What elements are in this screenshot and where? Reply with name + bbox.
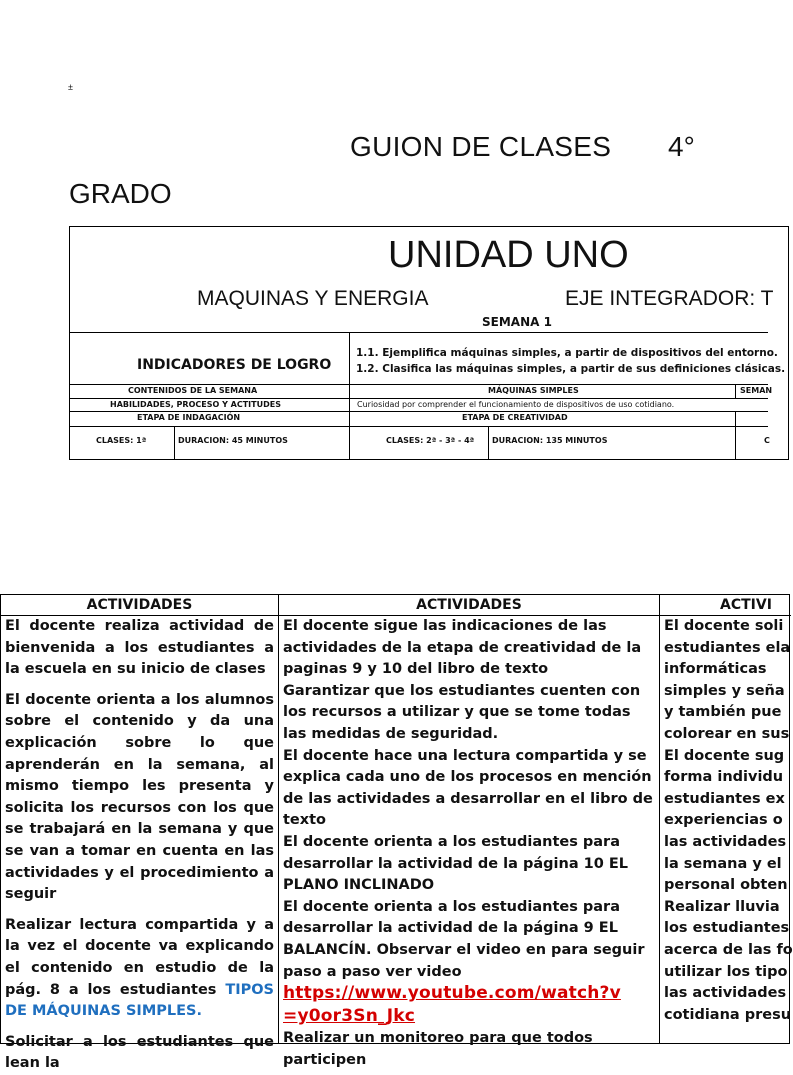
grade-number: 4°	[668, 131, 695, 162]
clases-2: CLASES: 2ª - 3ª - 4ª	[386, 436, 475, 445]
column-header: ACTIVIDADES	[279, 595, 659, 616]
activities-column-2	[279, 595, 660, 1068]
divider	[735, 384, 736, 398]
topic-highlight: TIPOS DE MÁQUINAS SIMPLES.	[5, 981, 274, 1020]
activity-line: estudiantes ex	[664, 790, 785, 807]
indicador-2: 1.2. Clasifica las máquinas simples, a partir de sus definiciones clásicas.	[356, 363, 786, 375]
activity-line: El docente soli	[664, 618, 784, 634]
grade-word: GRADO	[69, 178, 172, 209]
activity-line: cotidiana presu	[664, 1006, 792, 1023]
divider	[488, 426, 489, 459]
indicador-1: 1.1. Ejemplifica máquinas simples, a partir de dispositivos del entorno.	[356, 347, 778, 359]
activity-line: personal obten	[664, 877, 788, 894]
activity-text: El docente hace una lectura compartida y se explica cada uno de los procesos en mención de las actividades a desarrollar en el libro de texto	[283, 747, 653, 829]
activity-line: la semana y el	[664, 855, 782, 872]
semana-label: SEMANA 1	[482, 315, 552, 329]
column-header: ACTIVIDADES	[1, 595, 278, 616]
activity-line: simples y seña	[664, 682, 785, 699]
duracion-1: DURACION: 45 MINUTOS	[178, 436, 288, 445]
video-link[interactable]: https://www.youtube.com/watch?v=y0or3Sn_Jkc	[283, 983, 621, 1026]
activity-line: forma individu	[664, 769, 784, 786]
activities-table	[0, 594, 793, 1072]
divider	[69, 411, 768, 412]
activity-line: utilizar los tipo	[664, 963, 788, 980]
indicadores-label: INDICADORES DE LOGRO	[137, 357, 332, 373]
activity-text: El docente orienta a los estudiantes para desarrollar la actividad de la página 10 EL PLANO INCLINADO	[283, 833, 629, 894]
divider	[69, 398, 768, 399]
activities-column-1	[1, 595, 279, 1072]
activity-text: Realizar lectura compartida y a la vez el docente va explicando el contenido en estudio de la pág. 8 a los estudiantes TIPOS DE MÁQUINAS SIMPLES.	[5, 916, 274, 1020]
etapa-creatividad: ETAPA DE CREATIVIDAD	[462, 413, 568, 422]
activity-line: acerca de las fo	[664, 941, 793, 958]
activity-line: El docente sug	[664, 747, 785, 764]
activity-text: El docente realiza actividad de bienvenida a los estudiantes a la escuela en su inicio de clases	[5, 618, 274, 678]
activity-line: los estudiantes	[664, 920, 790, 937]
duracion-2: DURACION: 135 MINUTOS	[492, 436, 608, 445]
etapa-indagacion: ETAPA DE INDAGACIÓN	[137, 413, 241, 422]
activity-text: El docente sigue las indicaciones de las actividades de la etapa de creatividad de la paginas 9 y 10 del libro de texto	[283, 618, 642, 678]
divider	[69, 332, 768, 333]
unit-subtitle: MAQUINAS Y ENERGIA	[197, 287, 429, 310]
activity-line: las actividades	[664, 985, 787, 1002]
activity-line: informáticas	[664, 661, 767, 678]
activity-line: las actividades	[664, 833, 787, 850]
column-header: ACTIVI	[660, 595, 791, 616]
activity-line: estudiantes ela	[664, 639, 791, 656]
activity-text: Garantizar que los estudiantes cuenten con los recursos a utilizar y que se tome todas las medidas de seguridad.	[283, 682, 641, 742]
divider	[69, 384, 768, 385]
unit-title: UNIDAD UNO	[388, 234, 629, 276]
habilidades-label: HABILIDADES, PROCESO Y ACTITUDES	[110, 400, 281, 409]
activity-text: Solicitar a los estudiantes que lean la	[5, 1033, 274, 1072]
habilidades-value: Curiosidad por comprender el funcionamiento de dispositivos de uso cotidiano.	[357, 400, 675, 409]
unit-eje: EJE INTEGRADOR: T	[565, 287, 774, 310]
activity-line: y también pue	[664, 704, 782, 721]
contenidos-value: MÁQUINAS SIMPLES	[488, 386, 579, 395]
divider	[174, 426, 175, 459]
activity-line: Realizar lluvia	[664, 898, 780, 915]
clases-3: C	[764, 436, 770, 445]
contenidos-extra: SEMAN	[740, 386, 773, 395]
contenidos-label: CONTENIDOS DE LA SEMANA	[128, 386, 258, 395]
document-title: GUION DE CLASES	[350, 131, 612, 162]
activity-line: colorear en sus	[664, 725, 790, 742]
activity-text: El docente orienta a los estudiantes para desarrollar la actividad de la página 9 EL BALANCÍN. Observar el video en para seguir paso a paso ver video	[283, 898, 645, 980]
page-mark: ±	[68, 82, 73, 92]
activity-text: El docente orienta a los alumnos sobre el contenido y da una explicación sobre lo que aprenderán en la semana, al mismo tiempo les presenta y solicita los recursos con los que se trabajará en la semana y que se van a tomar en cuenta en las actividades y el procedimiento a seguir	[5, 691, 274, 903]
activity-line: experiencias o	[664, 812, 783, 829]
divider	[735, 411, 736, 459]
activities-column-3	[660, 595, 791, 1043]
clases-1: CLASES: 1ª	[96, 436, 147, 445]
divider	[349, 332, 350, 459]
activity-text: Realizar un monitoreo para que todos participen	[283, 1030, 593, 1068]
